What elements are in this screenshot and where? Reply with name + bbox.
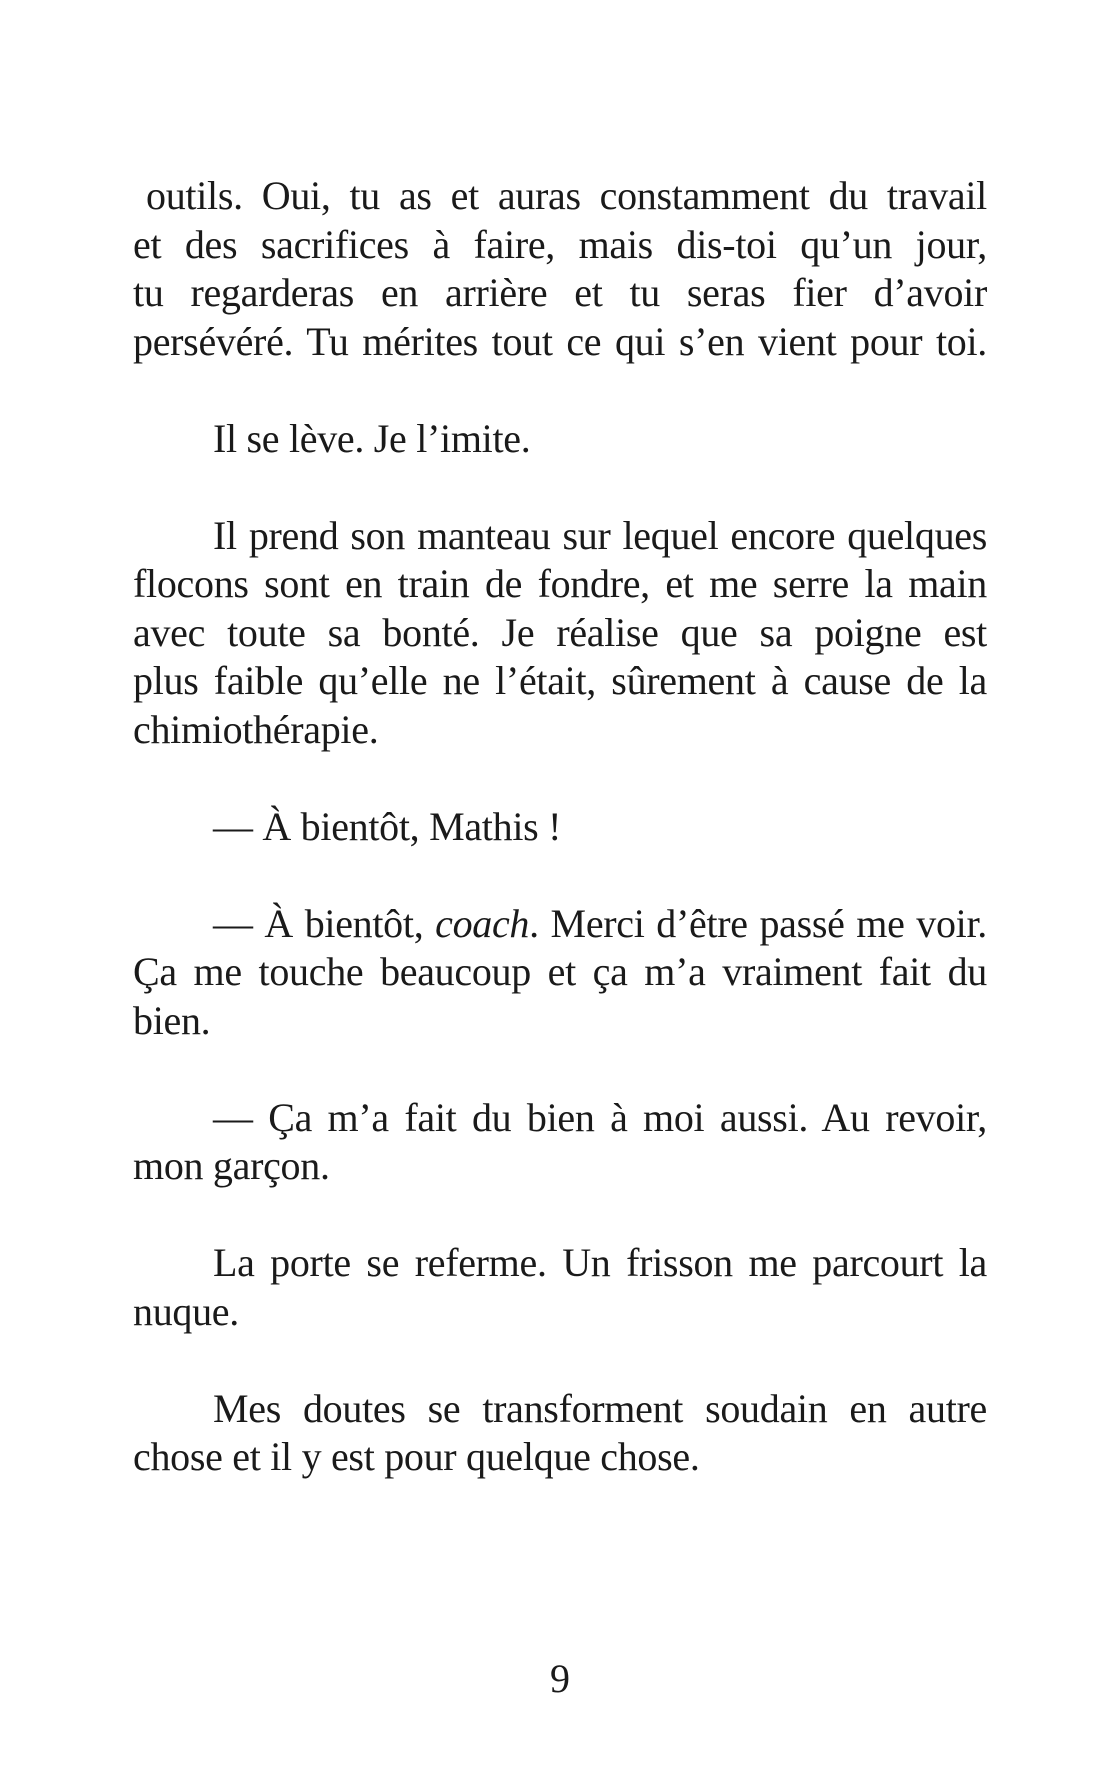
text-line: persévéré. Tu mérites tout ce qui s’en vient pour toi. [133, 318, 987, 364]
paragraph-6 [133, 1094, 987, 1191]
italic-word: coach [435, 900, 530, 946]
paragraph-4 [133, 803, 987, 852]
text-line: et des sacrifices à faire, mais dis-toi qu’un jour, [133, 221, 987, 267]
dialogue-text: — À bientôt, [213, 900, 436, 946]
text-line: Ça me touche beaucoup et ça m’a vraiment fait du [133, 949, 987, 994]
dialogue-line: — Ça m’a fait du bien à moi aussi. Au revoir, [213, 1094, 987, 1140]
dialogue-text: . Merci d’être passé me voir. [529, 900, 987, 946]
text-line: mon garçon. [133, 1143, 330, 1188]
text-line: Il se lève. Je l’imite. [213, 415, 531, 461]
text-line: tu regarderas en arrière et tu seras fier d’avoir [133, 270, 987, 315]
text-line: La porte se referme. Un frisson me parcourt la [213, 1240, 987, 1285]
paragraph-2 [133, 415, 987, 464]
dialogue-line [133, 900, 987, 949]
text-line: avec toute sa bonté. Je réalise que sa poigne est [133, 609, 987, 655]
text-line: chose et il y est pour quelque chose. [133, 1434, 700, 1479]
dialogue-line: — À bientôt, Mathis ! [213, 803, 562, 849]
text-line: Mes doutes se transforment soudain en autre [213, 1385, 987, 1431]
text-line: Il prend son manteau sur lequel encore quelques [213, 512, 987, 558]
text-line: nuque. [133, 1288, 239, 1334]
text-line: outils. Oui, tu as et auras constamment du travail [146, 173, 987, 218]
page-footer [133, 1655, 987, 1704]
paragraph-1 [133, 172, 987, 366]
paragraph-8 [133, 1385, 987, 1482]
paragraph-3 [133, 512, 987, 755]
paragraph-7 [133, 1239, 987, 1336]
page-text [133, 172, 987, 1482]
text-line: flocons sont en train de fondre, et me serre la main [133, 561, 987, 606]
text-line: bien. [133, 997, 211, 1043]
paragraph-5 [133, 900, 987, 1046]
text-line: plus faible qu’elle ne l’était, sûrement à cause de la [133, 658, 987, 703]
text-line: chimiothérapie. [133, 706, 379, 752]
page-number: 9 [550, 1656, 570, 1701]
